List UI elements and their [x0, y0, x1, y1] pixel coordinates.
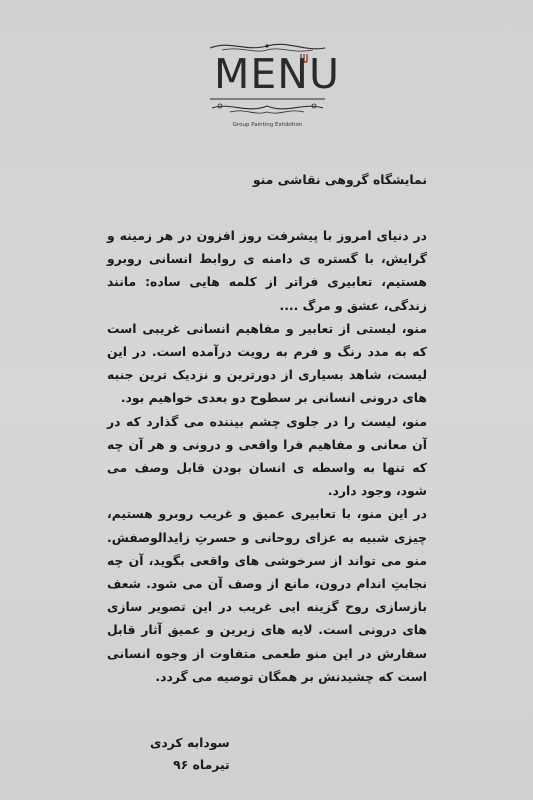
document-body: [107, 170, 427, 688]
signature-block: [150, 732, 230, 776]
paragraph-list: منو، لیستی از تعابیر و مفاهیم انسانی غریبی است که به مدد رنگ و فرم به رویت درآمده است. در این لیست، شاهد بسیاری از دورترین و نزدیک ترین جنبه های درونی انسانی بر سطوح دو بعدی خواهیم بود.: [107, 320, 427, 406]
paragraph-viewer: منو، لیست را در جلوی چشم بیننده می گذارد که در آن معانی و مفاهیم فرا واقعی و درونی و هر آن چه که تنها به واسطه ی انسان بودن قابل وصف می شود، وجود دارد.: [107, 413, 427, 499]
paragraph-depth: در این منو، با تعابیری عمیق و غریب روبرو هستیم، چیزی شبیه به عزای روحانی و حسرتِ زایدالوصفش. منو می تواند از سرخوشی های واقعی بگوید، آن چه نجابتِ اندام درون، مانع از وصف آن می شود. شعف بازسازی روح گزینه ایی غریب در این تصویر سازی های درونی است. لایه های زیرین و عمیق آثار قابل سفارش در این منو طعمی متفاوت از وجوه انسانی است که چشیدنش بر همگان توصیه می گردد.: [107, 506, 427, 684]
signature-date: تیرماه ۹۶: [173, 757, 230, 772]
document-title: نمایشگاه گروهی نقاشی منو: [252, 172, 427, 187]
menu-logo: [200, 40, 340, 140]
logo-wordmark: MENU: [214, 50, 340, 98]
signature-name: سودابه کردی: [150, 735, 230, 750]
paragraph-intro: در دنیای امروز با پیشرفت روز افزون در هر زمینه و گرایش، با گستره ی دامنه ی روابط انسانی روبرو هستیم، تعابیری فراتر از کلمه هایی ساده: مانند زندگی، عشق و مرگ ....: [107, 228, 427, 313]
logo-subtitle: Group Painting Exhibition: [232, 122, 303, 128]
